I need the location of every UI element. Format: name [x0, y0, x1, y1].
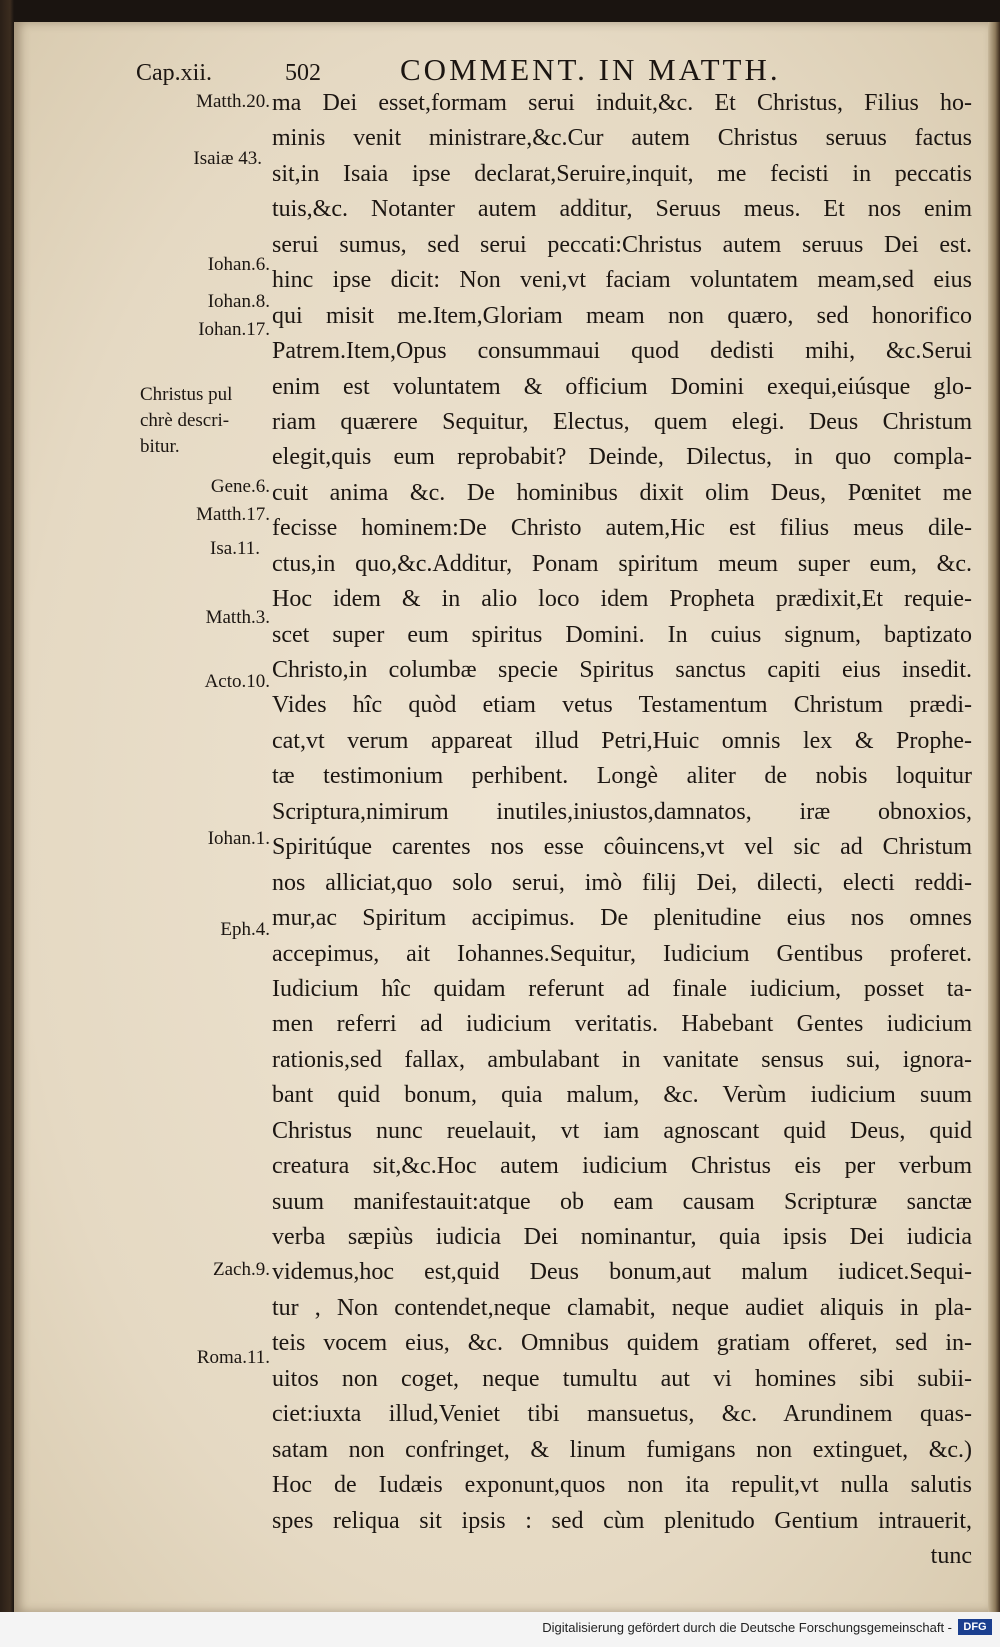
text-line: cuit anima &c. De hominibus dixit olim Deus, Pœnitet me	[272, 479, 972, 506]
margin-note: bitur.	[140, 436, 180, 457]
margin-note: chrè descri-	[140, 410, 230, 431]
text-line: Scriptura,nimirum inutiles,iniustos,damnatos, iræ obnoxios,	[272, 798, 972, 825]
text-line: cat,vt verum appareat illud Petri,Huic omnis lex & Prophe-	[272, 727, 972, 754]
text-line: videmus,hoc est,quid Deus bonum,aut malum iudicet.Sequi-	[272, 1259, 972, 1286]
text-line: Vides hîc quòd etiam vetus Testamentum Christum prædi-	[272, 692, 972, 719]
chapter-label: Cap.xii.	[136, 60, 212, 86]
text-line: fecisse hominem:De Christo autem,Hic est filius meus dile-	[272, 515, 972, 542]
text-line: Patrem.Item,Opus consummaui quod dedisti mihi, &c.Serui	[272, 338, 972, 365]
text-line: creatura sit,&c.Hoc autem iudicium Christus eis per verbum	[272, 1153, 972, 1180]
text-line: elegit,quis eum reprobabit? Deinde, Dilectus, in quo compla-	[272, 444, 972, 471]
margin-note: Gene.6.	[210, 476, 270, 497]
margin-note: Iohan.1.	[207, 828, 270, 849]
text-line: rationis,sed fallax, ambulabant in vanitate sensus sui, ignora-	[272, 1046, 972, 1073]
catchword: tunc	[930, 1542, 972, 1569]
text-line: ma Dei esset,formam serui induit,&c. Et Christus, Filius ho-	[272, 90, 972, 116]
text-line: hinc ipse dicit: Non veni,vt faciam voluntatem meam,sed eius	[272, 267, 972, 294]
text-line: bant quid bonum, quia malum, &c. Verùm iudicium suum	[272, 1082, 972, 1109]
margin-note: Isa.11.	[210, 538, 260, 559]
margin-note: Zach.9.	[213, 1259, 270, 1280]
text-line: serui sumus, sed serui peccati:Christus autem seruus Dei est.	[272, 231, 972, 258]
text-line: sit,in Isaia ipse declarat,Seruire,inquit, me fecisti in peccatis	[272, 160, 972, 187]
margin-note: Christus pul	[140, 384, 233, 405]
text-line: Hoc idem & in alio loco idem Propheta prædixit,Et requie-	[272, 586, 972, 613]
margin-note: Matth.3.	[205, 607, 270, 628]
text-line: Christus nunc reuelauit, vt iam agnoscant quid Deus, quid	[272, 1117, 972, 1144]
text-line: scet super eum spiritus Domini. In cuius signum, baptizato	[272, 621, 972, 648]
text-line: enim est voluntatem & officium Domini exequi,eiúsque glo-	[272, 373, 972, 400]
text-line: Spiritúque carentes nos esse côuincens,vt vel sic ad Christum	[272, 834, 972, 861]
text-line: suum manifestauit:atque ob eam causam Scripturæ sanctæ	[272, 1188, 972, 1215]
text-line: spes reliqua sit ipsis : sed cùm plenitudo Gentium intrauerit,	[272, 1507, 972, 1534]
text-line: tuis,&c. Notanter autem additur, Seruus meus. Et nos enim	[272, 196, 972, 223]
text-line: nos alliciat,quo solo serui, imò filij Dei, dilecti, electi reddi-	[272, 869, 972, 896]
text-line: accepimus, ait Iohannes.Sequitur, Iudicium Gentibus proferet.	[272, 940, 972, 967]
page-title: COMMENT. IN MATTH.	[400, 52, 781, 87]
text-line: qui misit me.Item,Gloriam meam non quæro, sed honorifico	[272, 302, 972, 329]
text-line: mur,ac Spiritum accipimus. De plenitudine eius nos omnes	[272, 905, 972, 932]
text-line: ciet:iuxta illud,Veniet tibi mansuetus, &c. Arundinem quas-	[272, 1401, 972, 1428]
page-edge	[988, 22, 1000, 1612]
text-line: uitos non coget, neque tumultu aut vi homines sibi subii-	[272, 1365, 972, 1392]
funding-credit: Digitalisierung gefördert durch die Deutsche Forschungsgemeinschaft -	[542, 1620, 952, 1635]
margin-notes	[120, 0, 270, 1600]
text-line: ctus,in quo,&c.Additur, Ponam spiritum meum super eum, &c.	[272, 550, 972, 577]
text-line: tæ testimonium perhibent. Longè aliter de nobis loquitur	[272, 763, 972, 790]
margin-note: Isaiæ 43.	[193, 148, 262, 169]
margin-note: Acto.10.	[204, 671, 270, 692]
margin-note: Matth.20.	[196, 91, 270, 112]
text-line: teis vocem eius, &c. Omnibus quidem gratiam offeret, sed in-	[272, 1330, 972, 1357]
margin-note: Iohan.17.	[198, 319, 270, 340]
body-text	[272, 86, 972, 1574]
dfg-logo: DFG	[958, 1619, 992, 1635]
margin-note: Iohan.8.	[207, 291, 270, 312]
text-line: riam quærere Sequitur, Electus, quem elegi. Deus Christum	[272, 408, 972, 435]
text-line: tur , Non contendet,neque clamabit, neque audiet aliquis in pla-	[272, 1294, 972, 1321]
margin-note: Matth.17.	[196, 504, 270, 525]
margin-note: Eph.4.	[220, 919, 270, 940]
text-line: Christo,in columbæ specie Spiritus sanctus capiti eius insedit.	[272, 657, 972, 683]
text-line: verba sæpiùs iudicia Dei nominantur, quia ipsis Dei iudicia	[272, 1224, 972, 1250]
text-line: minis venit ministrare,&c.Cur autem Christus seruus factus	[272, 125, 972, 152]
margin-note: Roma.11.	[196, 1347, 270, 1368]
page-number: 502	[285, 60, 321, 86]
text-line: Iudicium hîc quidam referunt ad finale iudicium, posset ta-	[272, 975, 972, 1002]
text-line: satam non confringet, & linum fumigans non extinguet, &c.)	[272, 1436, 972, 1463]
margin-note: Iohan.6.	[207, 254, 270, 275]
text-line: men referri ad iudicium veritatis. Habebant Gentes iudicium	[272, 1011, 972, 1038]
text-line: Hoc de Iudæis exponunt,quos non ita repulit,vt nulla salutis	[272, 1472, 972, 1499]
